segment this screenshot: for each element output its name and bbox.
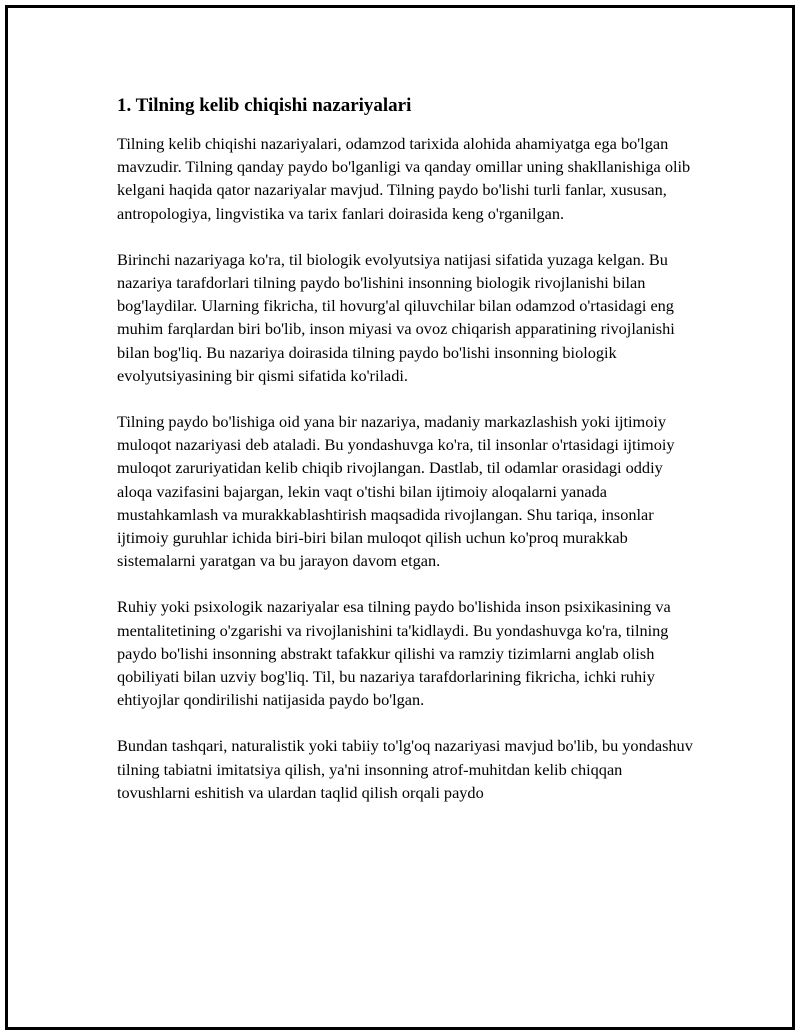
paragraph-3: Tilning paydo bo'lishiga oid yana bir nazariya, madaniy markazlashish yoki ijtimoiy muloqot nazariyasi deb ataladi. Bu yondashuvga ko'ra, til insonlar o'rtasidagi ijtimoiy muloqot zaruriyatidan kelib chiqib rivojlangan. Dastlab, til odamlar orasidagi oddiy aloqa vazifasini bajargan, lekin vaqt o'tishi bilan ijtimoiy aloqalarni yanada mustahkamlash va murakkablashtirish maqsadida rivojlangan. Shu tariqa, insonlar ijtimoiy guruhlar ichida biri-biri bilan muloqot qilish uchun ko'proq murakkab sistemalarni yaratgan va bu jarayon davom etgan. [117, 412, 675, 571]
document-body [117, 92, 697, 827]
paragraph-5: Bundan tashqari, naturalistik yoki tabiiy to'lg'oq nazariyasi mavjud bo'lib, bu yondashuv tilning tabiatni imitatsiya qilish, ya'ni insonning atrof-muhitdan kelib chiqqan tovushlarni eshitish va ulardan taqlid qilish orqali paydo [117, 736, 693, 802]
section-heading: 1. Tilning kelib chiqishi nazariyalari [117, 95, 412, 116]
paragraph-4: Ruhiy yoki psixologik nazariyalar esa tilning paydo bo'lishida inson psixikasining va mentalitetining o'zgarishi va rivojlanishini ta'kidlaydi. Bu yondashuvga ko'ra, tilning paydo bo'lishi insonning abstrakt tafakkur qilishi va ramziy tizimlarni anglab olish qobiliyati bilan uzviy bog'liq. Til, bu nazariya tarafdorlarining fikricha, ichki ruhiy ehtiyojlar qondirilishi natijasida paydo bo'lgan. [117, 597, 671, 710]
paragraph-1: Tilning kelib chiqishi nazariyalari, odamzod tarixida alohida ahamiyatga ega bo'lgan mavzudir. Tilning qanday paydo bo'lganligi va qanday omillar uning shakllanishiga olib kelgani haqida qator nazariyalar mavjud. Tilning paydo bo'lishi turli fanlar, xususan, antropologiya, lingvistika va tarix fanlari doirasida keng o'rganilgan. [117, 134, 691, 223]
paragraph-2: Birinchi nazariyaga ko'ra, til biologik evolyutsiya natijasi sifatida yuzaga kelgan. Bu nazariya tarafdorlari tilning paydo bo'lishini insonning biologik rivojlanishi bilan bog'laydilar. Ularning fikricha, til hovurg'al qiluvchilar bilan odamzod o'rtasidagi eng muhim farqlardan biri bo'lib, inson miyasi va ovoz chiqarish apparatining rivojlanishi bilan bog'liq. Bu nazariya doirasida tilning paydo bo'lishi insonning biologik evolyutsiyasining bir qismi sifatida ko'riladi. [117, 249, 675, 385]
